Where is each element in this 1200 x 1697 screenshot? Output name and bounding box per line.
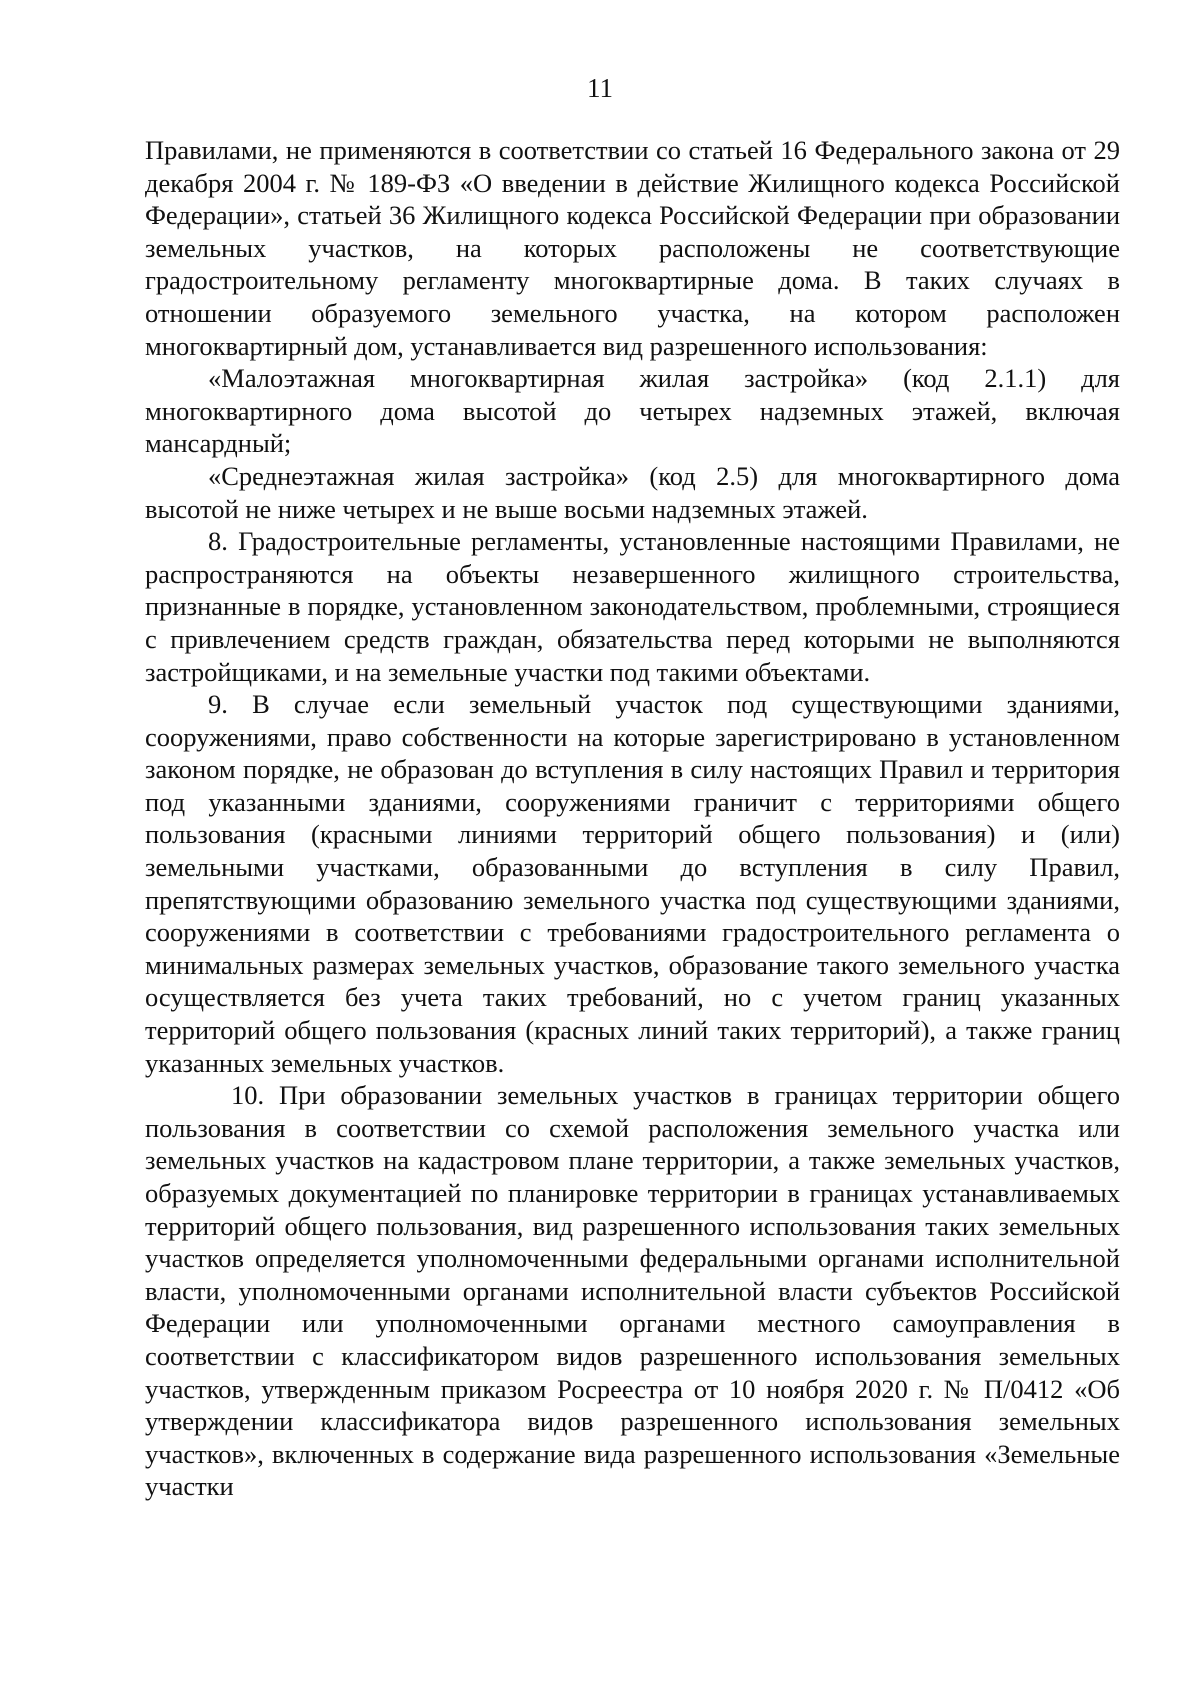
paragraph-low-rise-use: «Малоэтажная многоквартирная жилая застройка» (код 2.1.1) для многоквартирного дома высотой до четырех надземных этажей, включая мансардный;	[145, 363, 1120, 459]
paragraph-continuation: Правилами, не применяются в соответствии со статьей 16 Федерального закона от 29 декабря 2004 г. № 189-ФЗ «О введении в действие Жилищного кодекса Российской Федерации», статьей 36 Жилищного кодекса Российской Федерации при образовании земельных участков, на которых расположены не соответствующие градостроительному регламенту многоквартирные дома. В таких случаях в отношении образуемого земельного участка, на котором расположен многоквартирный дом, устанавливается вид разрешенного использования:	[145, 135, 1120, 361]
page-number: 11	[587, 73, 613, 103]
document-body	[145, 134, 1120, 1503]
paragraph-item-10: 10. При образовании земельных участков в границах территории общего пользования в соответствии со схемой расположения земельного участка или земельных участков на кадастровом плане территории, а также земельных участков, образуемых документацией по планировке территории в границах устанавливаемых территорий общего пользования, вид разрешенного использования таких земельных участков определяется уполномоченными федеральными органами исполнительной власти, уполномоченными органами исполнительной власти субъектов Российской Федерации или уполномоченными органами местного самоуправления в соответствии с классификатором видов разрешенного использования земельных участков, утвержденным приказом Росреестра от 10 ноября 2020 г. № П/0412 «Об утверждении классификатора видов разрешенного использования земельных участков», включенных в содержание вида разрешенного использования «Земельные участки	[145, 1080, 1120, 1502]
paragraph-mid-rise-use: «Среднеэтажная жилая застройка» (код 2.5) для многоквартирного дома высотой не ниже четырех и не выше восьми надземных этажей.	[145, 460, 1120, 524]
paragraph-item-8: 8. Градостроительные регламенты, установленные настоящими Правилами, не распространяются на объекты незавершенного жилищного строительства, признанные в порядке, установленном законодательством, проблемными, строящиеся с привлечением средств граждан, обязательства перед которыми не выполняются застройщиками, и на земельные участки под такими объектами.	[145, 526, 1120, 687]
paragraph-item-9: 9. В случае если земельный участок под существующими зданиями, сооружениями, право собственности на которые зарегистрировано в установленном законом порядке, не образован до вступления в силу настоящих Правил и территория под указанными зданиями, сооружениями граничит с территориями общего пользования (красными линиями территорий общего пользования) и (или) земельными участками, образованными до вступления в силу Правил, препятствующими образованию земельного участка под существующими зданиями, сооружениями в соответствии с требованиями градостроительного регламента о минимальных размерах земельных участков, образование такого земельного участка осуществляется без учета таких требований, но с учетом границ указанных территорий общего пользования (красных линий таких территорий), а также границ указанных земельных участков.	[145, 689, 1120, 1078]
